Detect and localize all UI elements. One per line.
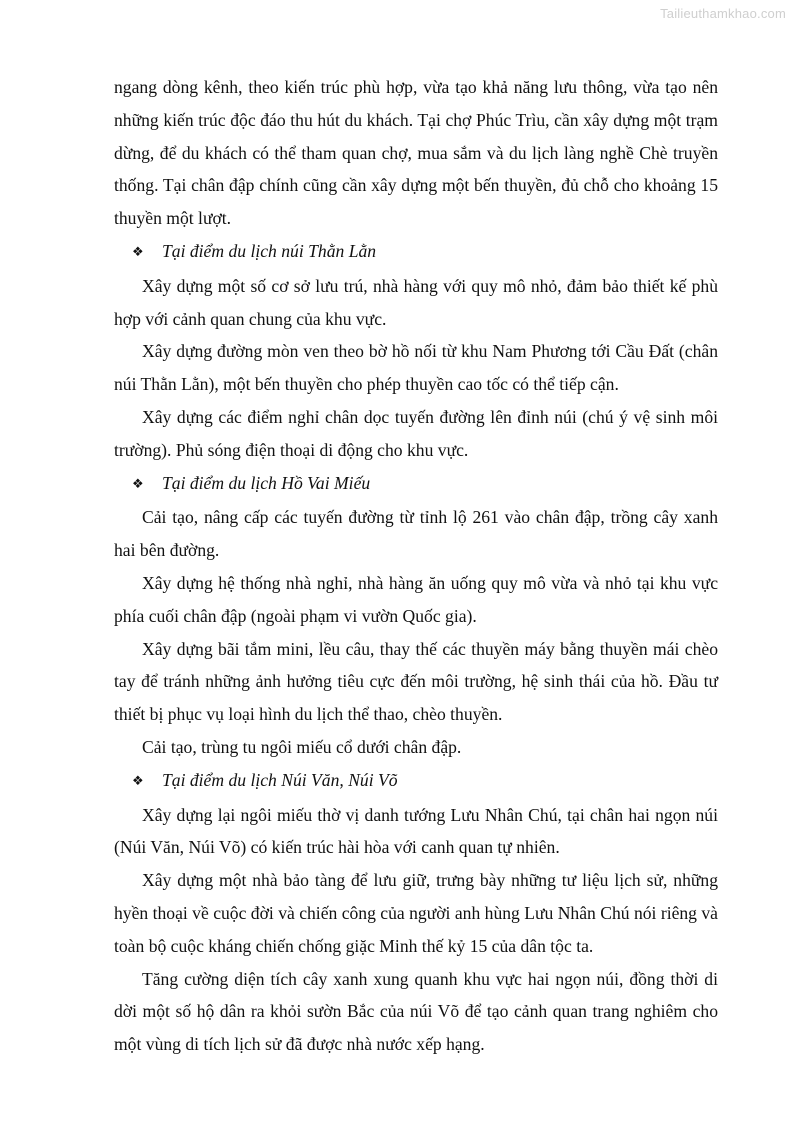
- section-heading-text: Tại điểm du lịch núi Thằn Lằn: [162, 240, 377, 261]
- section-heading-text: Tại điểm du lịch Hồ Vai Miếu: [162, 472, 371, 493]
- paragraph: Cải tạo, trùng tu ngôi miếu cổ dưới chân đập.: [142, 736, 462, 757]
- watermark-text: Tailieuthamkhao.com: [660, 6, 786, 21]
- paragraph: Xây dựng bãi tắm mini, lều câu, thay thế các thuyền máy bằng thuyền mái chèo tay để tránh những ảnh hưởng tiêu cực đến môi trường, hệ sinh thái của hồ. Đầu tư thiết bị phục vụ loại hình du lịch thể thao, chèo thuyền.: [114, 638, 718, 725]
- section-heading-nui-van-nui-vo: [114, 764, 718, 799]
- intro-paragraph: ngang dòng kênh, theo kiến trúc phù hợp, vừa tạo khả năng lưu thông, vừa tạo nên những kiến trúc độc đáo thu hút du khách. Tại chợ Phúc Trìu, cần xây dựng một trạm dừng, để du khách có thể tham quan chợ, mua sắm và du lịch làng nghề Chè truyền thống. Tại chân đập chính cũng cần xây dựng một bến thuyền, đủ chỗ cho khoảng 15 thuyền một lượt.: [114, 77, 718, 229]
- paragraph: Xây dựng các điểm nghỉ chân dọc tuyến đường lên đỉnh núi (chú ý vệ sinh môi trường). Phủ sóng điện thoại di động cho khu vực.: [114, 406, 718, 460]
- section-heading-ho-vai-mieu: [114, 467, 718, 502]
- diamond-bullet-icon: ❖: [132, 773, 144, 789]
- paragraph: Xây dựng một nhà bảo tàng để lưu giữ, trưng bày những tư liệu lịch sử, những hyền thoại về cuộc đời và chiến công của người anh hùng Lưu Nhân Chú nói riêng và toàn bộ cuộc kháng chiến chống giặc Minh thế kỷ 15 của dân tộc ta.: [114, 870, 718, 956]
- paragraph: Tăng cường diện tích cây xanh xung quanh khu vực hai ngọn núi, đồng thời di dời một số hộ dân ra khỏi sườn Bắc của núi Võ để tạo cảnh quan trang nghiêm cho một vùng di tích lịch sử đã được nhà nước xếp hạng.: [114, 968, 718, 1055]
- section-heading-than-lan: [114, 235, 718, 270]
- document-body: [114, 71, 718, 1061]
- diamond-bullet-icon: ❖: [132, 244, 144, 260]
- diamond-bullet-icon: ❖: [132, 476, 144, 492]
- paragraph: Xây dựng lại ngôi miếu thờ vị danh tướng Lưu Nhân Chú, tại chân hai ngọn núi (Núi Văn, Núi Võ) có kiến trúc hài hòa với canh quan tự nhiên.: [114, 804, 718, 858]
- section-heading-text: Tại điểm du lịch Núi Văn, Núi Võ: [162, 769, 398, 790]
- paragraph: Cải tạo, nâng cấp các tuyến đường từ tỉnh lộ 261 vào chân đập, trồng cây xanh hai bên đường.: [114, 507, 718, 561]
- paragraph: Xây dựng đường mòn ven theo bờ hồ nối từ khu Nam Phương tới Cầu Đất (chân núi Thằn Lằn), một bến thuyền cho phép thuyền cao tốc có thể tiếp cận.: [114, 341, 718, 395]
- paragraph: Xây dựng hệ thống nhà nghỉ, nhà hàng ăn uống quy mô vừa và nhỏ tại khu vực phía cuối chân đập (ngoài phạm vi vườn Quốc gia).: [114, 572, 718, 626]
- paragraph: Xây dựng một số cơ sở lưu trú, nhà hàng với quy mô nhỏ, đảm bảo thiết kế phù hợp với cảnh quan chung của khu vực.: [114, 275, 718, 329]
